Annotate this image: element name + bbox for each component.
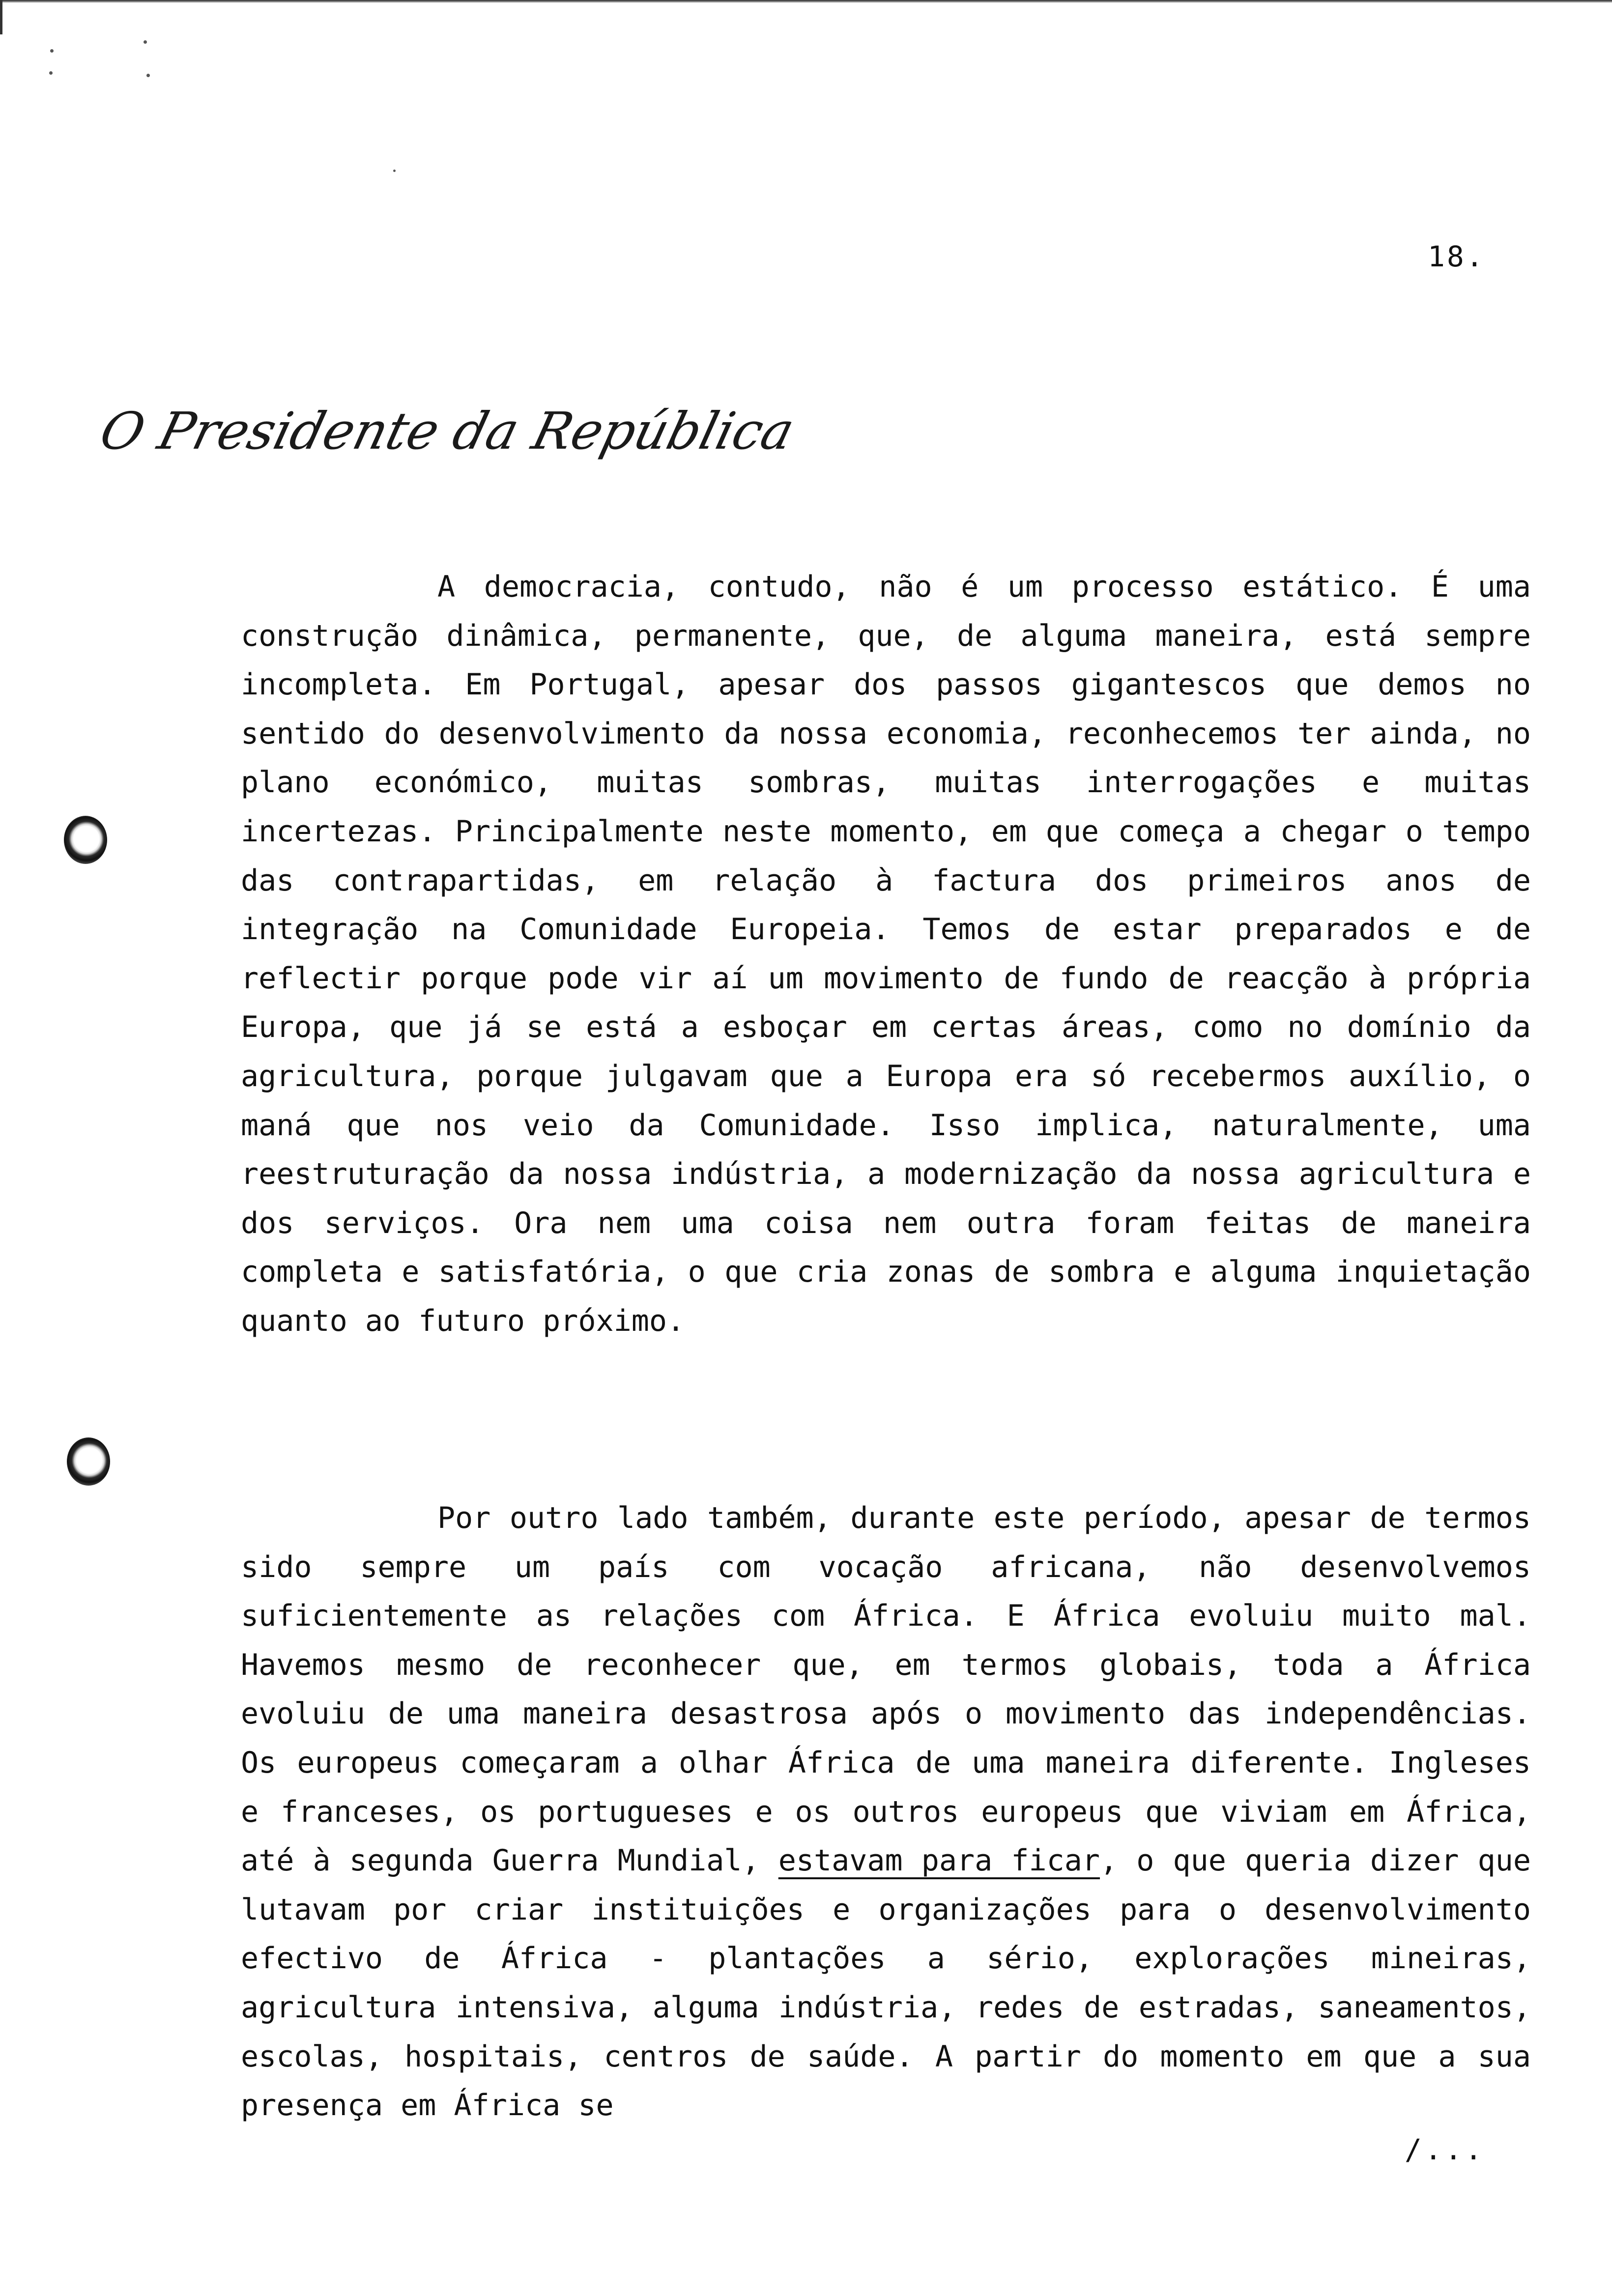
scan-speck bbox=[144, 40, 147, 44]
punch-hole bbox=[64, 816, 107, 864]
scan-speck bbox=[393, 170, 396, 172]
letterhead bbox=[91, 388, 801, 474]
letterhead-text: O Presidente da República bbox=[94, 401, 801, 461]
paragraph-1 bbox=[241, 563, 1531, 1346]
page-number: 18. bbox=[1428, 240, 1485, 273]
scan-left-edge bbox=[0, 0, 2, 34]
paragraph-2 bbox=[241, 1494, 1531, 2130]
continuation-mark: /... bbox=[1405, 2133, 1485, 2166]
paragraph-2-text-end: , o que queria dizer que lutavam por criar instituições e organizações para o desenvolvimento efectivo de África - plantações a sério, explorações mineiras, agricultura intensiva, alguma indústria, redes de estradas, saneamentos, escolas, hospitais, centros de saúde. A partir do momento em que a sua presença em África se bbox=[241, 1843, 1531, 2123]
scan-speck bbox=[50, 49, 54, 53]
scan-speck bbox=[49, 71, 53, 75]
paragraph-2-text-start: Por outro lado também, durante este período, apesar de termos sido sempre um país com vocação africana, não desenvolvemos suficientemente as relações com África. E África evoluiu muito mal. Havemos mesmo de reconhecer que, em termos globais, toda a África evoluiu de uma maneira desastrosa após o movimento das independências. Os europeus começaram a olhar África de uma maneira diferente. Ingleses e franceses, os portugueses e os outros europeus que viviam em África, até à segunda Guerra Mundial, bbox=[241, 1501, 1531, 1878]
paragraph-1-text: A democracia, contudo, não é um processo estático. É uma construção dinâmica, permanente, que, de alguma maneira, está sempre incompleta. Em Portugal, apesar dos passos gigantescos que demos no sentido do desenvolvimento da nossa economia, reconhecemos ter ainda, no plano económico, muitas sombras, muitas interrogações e muitas incertezas. Principalmente neste momento, em que começa a chegar o tempo das contrapartidas, em relação à factura dos primeiros anos de integração na Comunidade Europeia. Temos de estar preparados e de reflectir porque pode vir aí um movimento de fundo de reacção à própria Europa, que já se está a esboçar em certas áreas, como no domínio da agricultura, porque julgavam que a Europa era só recebermos auxílio, o maná que nos veio da Comunidade. Isso implica, naturalmente, uma reestruturação da nossa indústria, a modernização da nossa agricultura e dos serviços. Ora nem uma coisa nem outra foram feitas de maneira completa e satisfatória, o que cria zonas de sombra e alguma inquietação quanto ao futuro próximo. bbox=[241, 570, 1531, 1338]
scan-top-edge bbox=[0, 0, 1612, 3]
scan-speck bbox=[146, 74, 150, 77]
punch-hole bbox=[67, 1437, 110, 1486]
underlined-phrase: estavam para ficar bbox=[778, 1843, 1100, 1878]
